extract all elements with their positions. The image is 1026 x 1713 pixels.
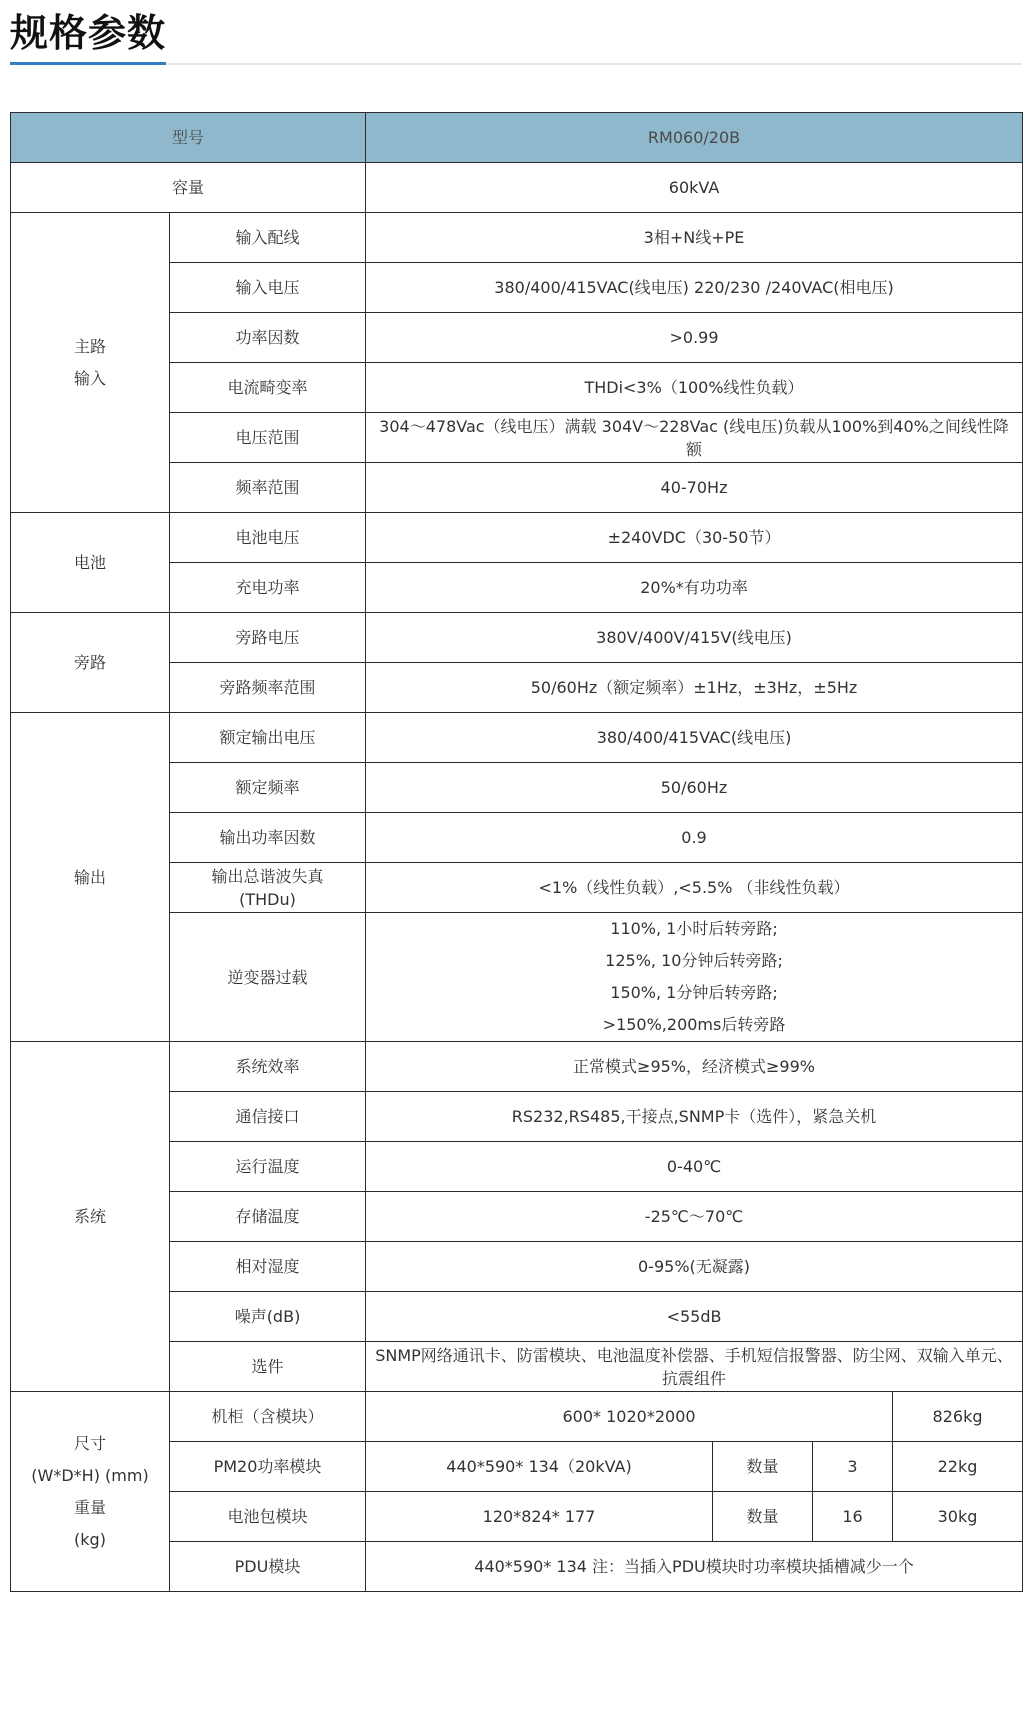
dimensions-group-line: (kg) [74, 1529, 106, 1549]
spec-label: 旁路频率范围 [170, 663, 366, 713]
spec-value: ±240VDC（30-50节） [366, 513, 1023, 563]
table-header-row [11, 113, 1023, 163]
spec-label: 旁路电压 [170, 613, 366, 663]
group-output: 输出 [11, 713, 170, 1042]
spec-value: SNMP网络通讯卡、防雷模块、电池温度补偿器、手机短信报警器、防尘网、双输入单元、抗震组件 [366, 1342, 1023, 1392]
spec-label: 额定输出电压 [170, 713, 366, 763]
spec-label: 频率范围 [170, 463, 366, 513]
spec-value: <55dB [366, 1292, 1023, 1342]
spec-value: THDi<3%（100%线性负载） [366, 363, 1023, 413]
spec-label: 电池电压 [170, 513, 366, 563]
page-title: 规格参数 [10, 11, 167, 55]
table-row [11, 1392, 1023, 1442]
overload-line: 150%, 1分钟后转旁路; [610, 983, 778, 1002]
spec-label: 通信接口 [170, 1092, 366, 1142]
title-accent-bar [10, 62, 166, 65]
overload-line: >150%,200ms后转旁路 [602, 1015, 786, 1034]
spec-value: 0-95%(无凝露) [366, 1242, 1023, 1292]
spec-label: 电流畸变率 [170, 363, 366, 413]
power-module-size: 440*590* 134（20kVA) [366, 1442, 713, 1492]
dimensions-group-line: 尺寸 [73, 1433, 106, 1453]
table-row [11, 613, 1023, 663]
table-row [11, 163, 1023, 213]
spec-label: PDU模块 [170, 1542, 366, 1592]
spec-label: 电压范围 [170, 413, 366, 463]
spec-value: 50/60Hz [366, 763, 1023, 813]
group-battery: 电池 [11, 513, 170, 613]
capacity-label: 容量 [11, 163, 366, 213]
cabinet-size: 600* 1020*2000 [366, 1392, 893, 1442]
model-label: 型号 [11, 113, 366, 163]
spec-label: 存储温度 [170, 1192, 366, 1242]
spec-value: <1%（线性负载）,<5.5% （非线性负载） [366, 863, 1023, 913]
dimensions-group-line: (W*D*H) (mm) [31, 1465, 149, 1485]
spec-value: 380/400/415VAC(线电压) [366, 713, 1023, 763]
power-module-qty: 3 [813, 1442, 893, 1492]
spec-table [10, 112, 1023, 1592]
spec-label: 相对湿度 [170, 1242, 366, 1292]
battery-module-qty: 16 [813, 1492, 893, 1542]
spec-value: 正常模式≥95%，经济模式≥99% [366, 1042, 1023, 1092]
capacity-value: 60kVA [366, 163, 1023, 213]
pdu-value: 440*590* 134 注：当插入PDU模块时功率模块插槽减少一个 [366, 1542, 1023, 1592]
table-row [11, 513, 1023, 563]
spec-label: 机柜（含模块） [170, 1392, 366, 1442]
qty-label: 数量 [713, 1442, 813, 1492]
spec-value: 380/400/415VAC(线电压) 220/230 /240VAC(相电压) [366, 263, 1023, 313]
spec-value: RS232,RS485,干接点,SNMP卡（选件），紧急关机 [366, 1092, 1023, 1142]
spec-label: 输出总谐波失真 (THDu) [170, 863, 366, 913]
model-value: RM060/20B [366, 113, 1023, 163]
spec-label: 输出功率因数 [170, 813, 366, 863]
spec-value: 0.9 [366, 813, 1023, 863]
spec-label: 噪声(dB) [170, 1292, 366, 1342]
spec-value: 304～478Vac（线电压）满载 304V～228Vac (线电压)负载从100%到40%之间线性降额 [366, 413, 1023, 463]
spec-value: 0-40℃ [366, 1142, 1023, 1192]
spec-value: -25℃～70℃ [366, 1192, 1023, 1242]
spec-value: 40-70Hz [366, 463, 1023, 513]
group-system: 系统 [11, 1042, 170, 1392]
spec-label: 系统效率 [170, 1042, 366, 1092]
spec-label: 输入配线 [170, 213, 366, 263]
spec-label: 功率因数 [170, 313, 366, 363]
cabinet-weight: 826kg [893, 1392, 1023, 1442]
spec-label: 逆变器过载 [170, 913, 366, 1042]
spec-label: 充电功率 [170, 563, 366, 613]
spec-label: PM20功率模块 [170, 1442, 366, 1492]
battery-module-weight: 30kg [893, 1492, 1023, 1542]
table-row [11, 213, 1023, 263]
group-bypass: 旁路 [11, 613, 170, 713]
spec-value: 50/60Hz（额定频率）±1Hz，±3Hz，±5Hz [366, 663, 1023, 713]
spec-value: 380V/400V/415V(线电压) [366, 613, 1023, 663]
spec-label: 选件 [170, 1342, 366, 1392]
spec-value: 3相+N线+PE [366, 213, 1023, 263]
spec-label: 额定频率 [170, 763, 366, 813]
overload-line: 125%, 10分钟后转旁路; [605, 951, 783, 970]
spec-label: 输入电压 [170, 263, 366, 313]
dimensions-group-line: 重量 [73, 1497, 106, 1517]
overload-values [366, 913, 1023, 1042]
qty-label: 数量 [713, 1492, 813, 1542]
spec-label: 运行温度 [170, 1142, 366, 1192]
spec-label: 电池包模块 [170, 1492, 366, 1542]
table-row [11, 1042, 1023, 1092]
table-row [11, 713, 1023, 763]
power-module-weight: 22kg [893, 1442, 1023, 1492]
battery-module-size: 120*824* 177 [366, 1492, 713, 1542]
spec-value: >0.99 [366, 313, 1023, 363]
overload-line: 110%, 1小时后转旁路; [610, 919, 778, 938]
group-main-input: 主路 输入 [11, 213, 170, 513]
spec-value: 20%*有功功率 [366, 563, 1023, 613]
group-dimensions [11, 1392, 170, 1592]
